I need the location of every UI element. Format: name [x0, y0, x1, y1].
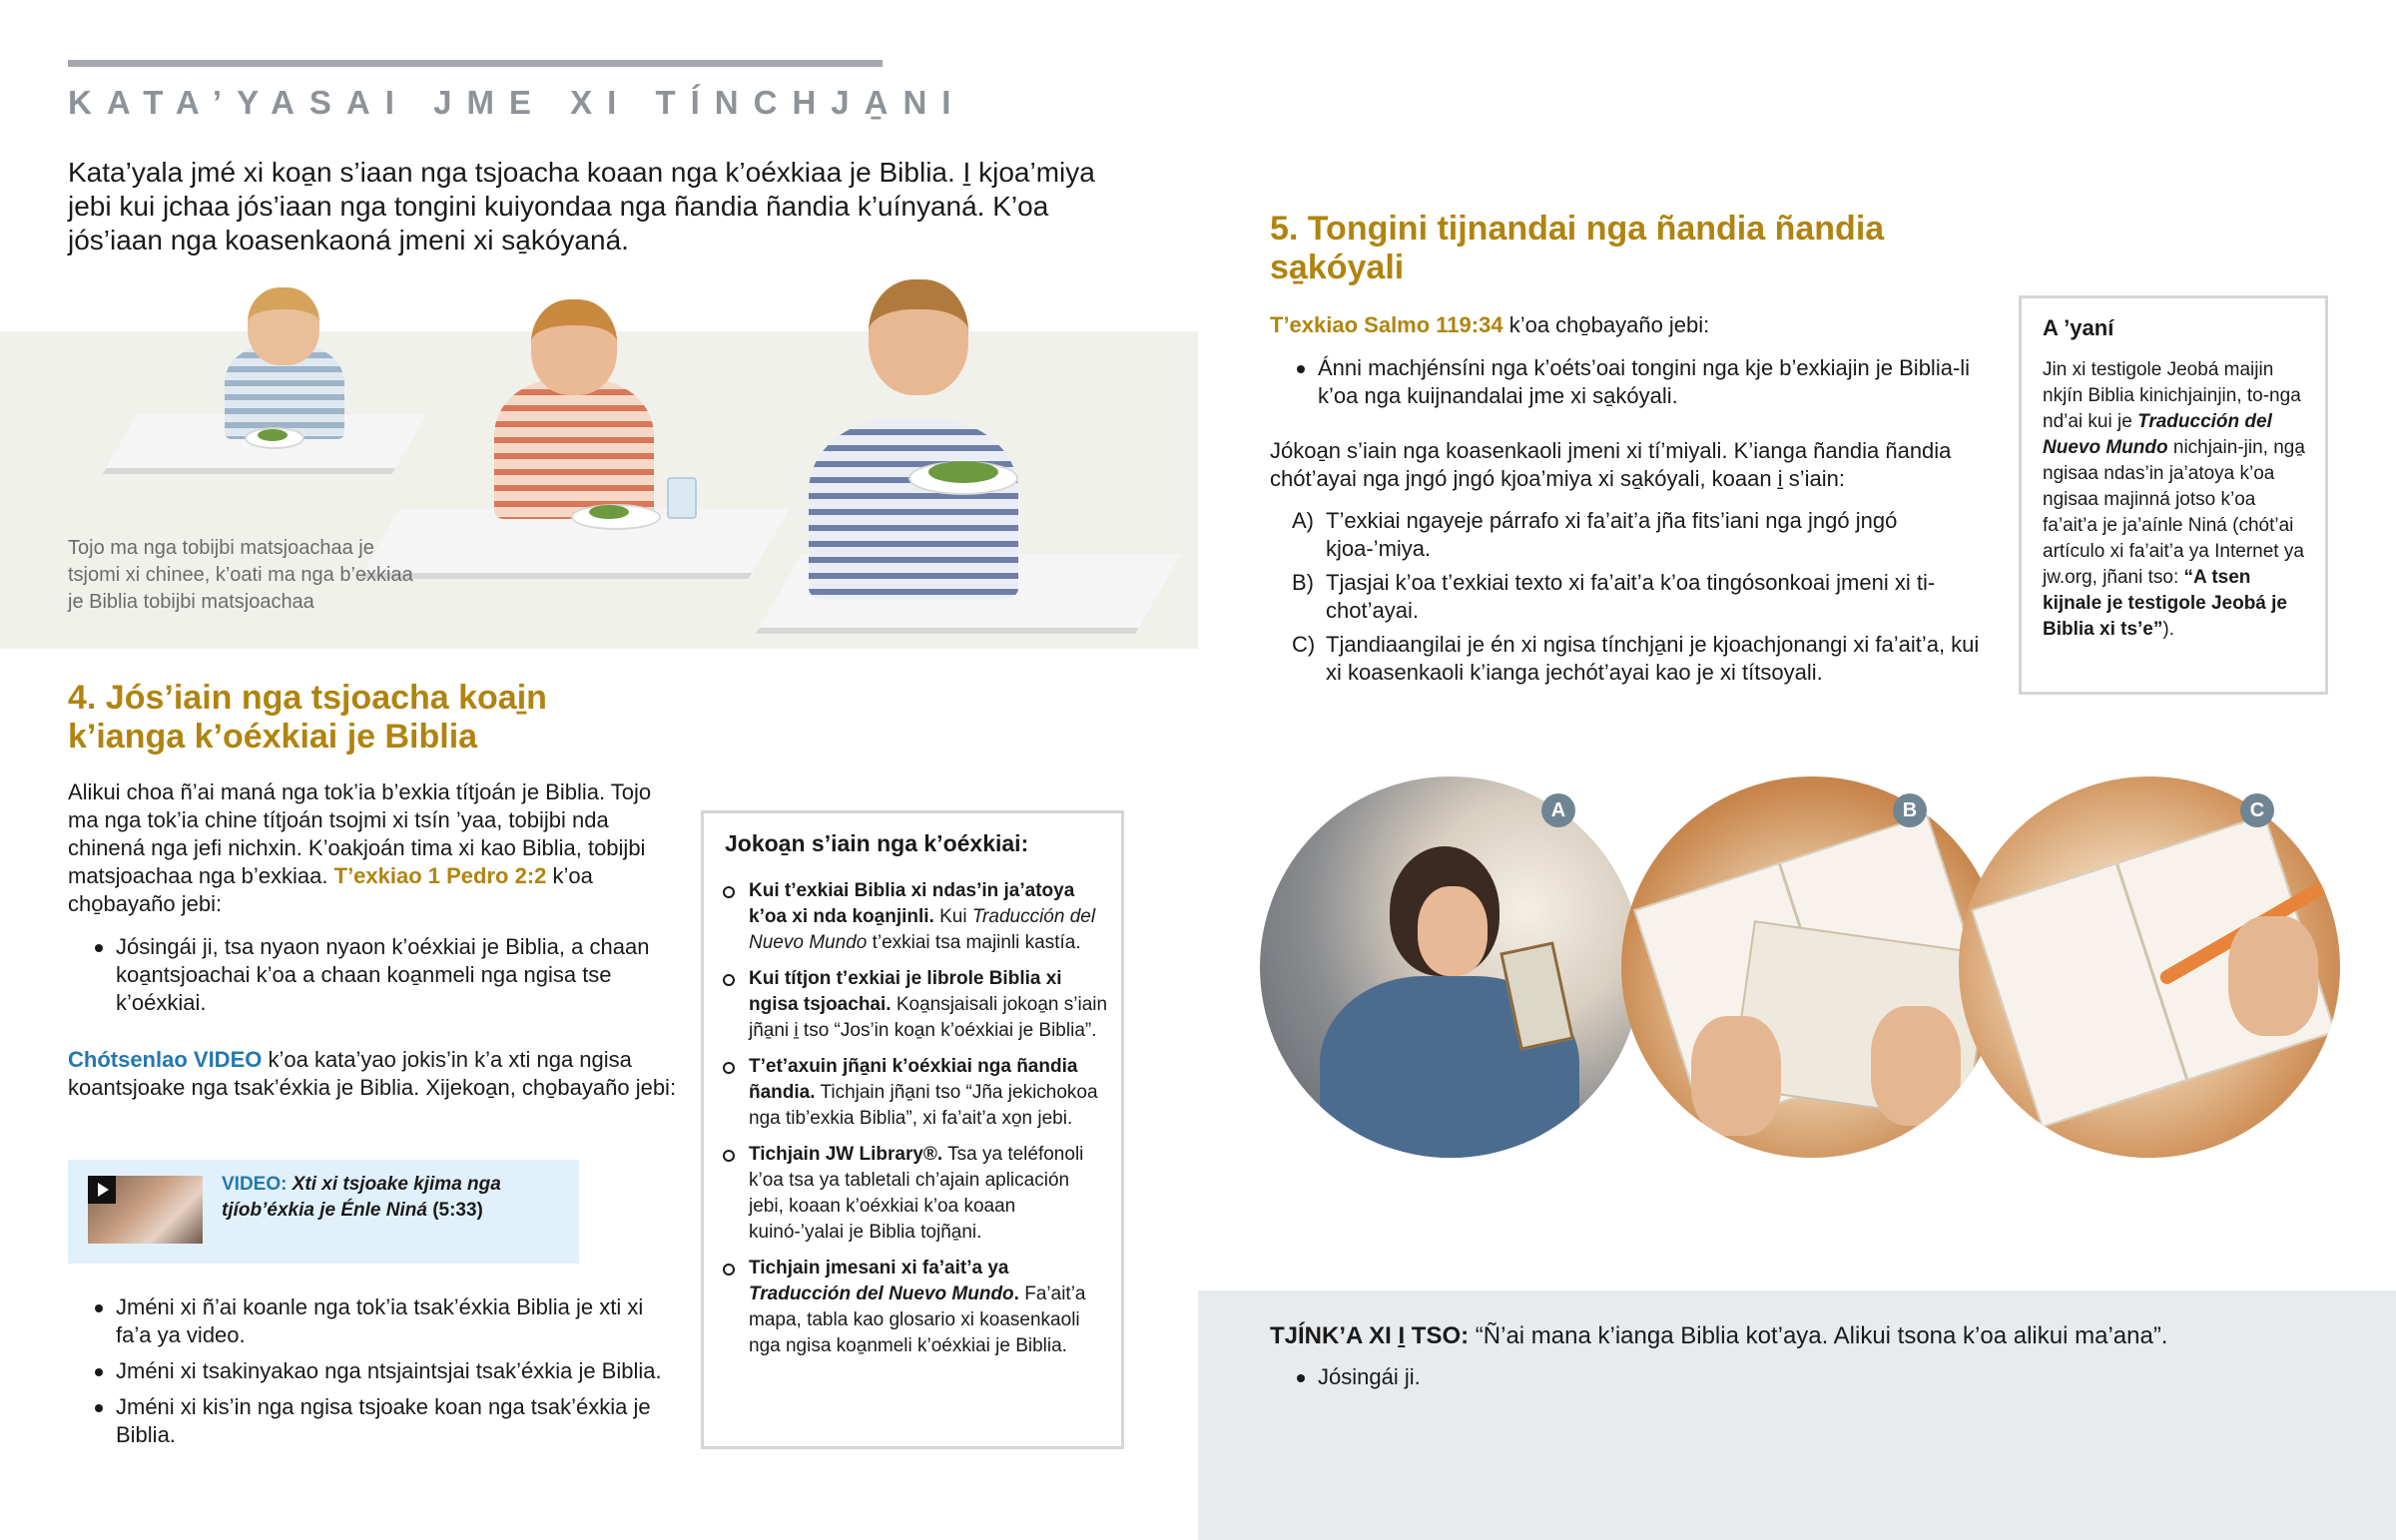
- circle-label-b: B: [1893, 793, 1927, 827]
- section-4-paragraph-1: [68, 778, 679, 918]
- list-item: Jméni xi tsakinyakao nga ntsjaintsjai tsak’éxkia je Biblia.: [68, 1357, 679, 1385]
- summary-statement: [1270, 1321, 2368, 1351]
- tip-item: [721, 878, 1108, 956]
- tips-title: Jokoa̱n s’iain nga k’oéxkiai:: [725, 830, 1029, 856]
- tip-bold-italic: Traducción del Nuevo Mundo: [749, 1283, 1014, 1304]
- tip-item: [721, 966, 1108, 1044]
- tip-bold: Tichjain JW Library®.: [749, 1144, 943, 1165]
- young-man-shirt: [809, 419, 1018, 599]
- list-item: Jósingái ji, tsa nyaon nyaon k’oéxkiai je Biblia, a chaan koa̱ntsjoachai k’oa a chaan koa̱nmeli nga ngisa tse k’oéxkiai.: [68, 933, 679, 1017]
- article-link[interactable]: “A tsen kijnale je testigole Jeobá je Biblia xi ts’e”: [2043, 567, 2287, 640]
- child-head: [248, 287, 319, 365]
- section-4-bullets-2: [68, 1293, 679, 1457]
- step-text: Tjandiaangilai je én xi ngisa tínchja̱ni je kjoachjonangi xi fa’ait’a, kui xi koasenkaoli k’ianga jechót’ayai kao je xi títsoyali.: [1326, 632, 1980, 685]
- steps-list: [1270, 507, 1989, 693]
- text: Tichjain jña̱ni tso “Jña jekichokoa nga tib’exkia Biblia”, xi fa’ait’a xo̱n jebi.: [749, 1082, 1098, 1129]
- section-4-heading: 4. Jós’iain nga tsjoacha koai̱n k’ianga k’oéxkiai je Biblia: [68, 679, 547, 756]
- section-4-paragraph-2: [68, 1046, 679, 1102]
- text: k’oa cho̱bayaño jebi:: [68, 863, 593, 916]
- video-link[interactable]: Chótsenlao VIDEO: [68, 1047, 263, 1072]
- text: Traducción del Nuevo Mundo: [2043, 411, 2272, 458]
- summary-label: TJÍNK’A XI I̱ TSO:: [1270, 1322, 1470, 1349]
- hand-icon: [1691, 1016, 1781, 1136]
- hand-icon: [1871, 1006, 1961, 1126]
- hand-icon: [2228, 916, 2318, 1036]
- scripture-link[interactable]: T’exkiao 1 Pedro 2:2: [333, 863, 547, 888]
- section-title: KATA’YASAI JME XI TÍNCHJA̱NI: [68, 84, 966, 121]
- vegetables: [258, 429, 288, 441]
- reference-title: A ’yaní: [2043, 315, 2114, 340]
- text: k’oa kata’yao jokis’in k’a xti nga ngisa koantsjoake nga tsak’éxkia je Biblia. Xijekoa̱n, cho̱bayaño jebi:: [68, 1047, 677, 1100]
- glass-icon: [667, 477, 697, 519]
- tip-bold-end: .: [1013, 1283, 1019, 1304]
- section-5-paragraph-1: [1270, 311, 1989, 339]
- tip-bold: T’et’axuin jña̱ni k’oéxkiai nga ñandia ñandia.: [749, 1056, 1078, 1103]
- video-title[interactable]: [222, 1172, 551, 1224]
- tip-item: [721, 1054, 1108, 1132]
- tip-bold: Kui t’exkiai Biblia xi ndas’in ja’atoya k’oa xi nda koa̱njinli.: [749, 880, 1075, 927]
- section-4-bullets-1: [68, 933, 679, 1025]
- step-letter: C): [1292, 632, 1316, 657]
- list-item: Jméni xi kis’in nga ngisa tsjoake koan nga tsak’éxkia je Biblia.: [68, 1393, 679, 1449]
- text: Kui: [933, 906, 972, 927]
- summary-bullets: [1270, 1363, 1969, 1399]
- step-letter: B): [1292, 570, 1314, 595]
- list-item: Jméni xi ñ’ai koanle nga tok’ia tsak’éxkia Biblia je xti xi fa’a ya video.: [68, 1293, 679, 1349]
- intro-paragraph: Kata’yala jmé xi koa̱n s’iaan nga tsjoacha koaan nga k’oéxkiaa je Biblia. I̱ kjoa’miya jebi kui jchaa jós’iaan nga tongini kuiyondaa nga ñandia ñandia k’uínyaná. K’oa jós’iaan nga koasenkaoná jmeni xi sa̱kóyaná.: [68, 157, 1095, 256]
- teen-head: [531, 299, 617, 395]
- video-name: Xti xi tsjoake kjima nga tjíob’éxkia je Énle Niná: [222, 1174, 501, 1221]
- text: Fa’ait’a mapa, tabla kao glosario xi koasenkaoli nga ngisa koa̱nmeli k’oéxkiai je Biblia.: [749, 1283, 1086, 1356]
- text: k’oa cho̱bayaño jebi:: [1502, 312, 1710, 337]
- young-man-head: [869, 279, 968, 395]
- tip-item: [721, 1256, 1108, 1359]
- vegetables: [589, 505, 629, 519]
- video-duration: (5:33): [432, 1200, 483, 1221]
- video-label: VIDEO:: [222, 1174, 288, 1195]
- text: nichjain-jin, nga̱ ngisaa ndas’in ja’atoya k’oa ngisaa majinná jotso k’oa fa’ait’a je ja’aínle Niná (chót’ai artículo xi fa’ait’a ya Internet ya jw.org, jñani tso:: [2043, 437, 2305, 588]
- text: Alikui choa ñ’ai maná nga tok’ia b’exkia títjoán je Biblia. Tojo ma nga tok’ia chine títjoán tsojmi xi tsín ’yaa, tobijbi nda chinená nga jefi nichxin. K’oakjoán tima xi kao Biblia, tobijbi matsjoachaa nga b’exkiaa.: [68, 779, 652, 888]
- tip-item: [721, 1142, 1108, 1246]
- illustration-c: [1959, 776, 2340, 1158]
- text: t’exkiai tsa majinli kastía.: [867, 932, 1081, 953]
- text: ).: [2162, 619, 2174, 640]
- list-item: Ánni machjénsíni nga k’oéts’oai tongini nga kje b’exkiajin je Biblia-li k’oa nga kuijnandalai jme xi sa̱kóyali.: [1270, 354, 1989, 410]
- step-letter: A): [1292, 508, 1314, 533]
- illustration-a: [1260, 776, 1641, 1158]
- vegetables: [928, 461, 998, 483]
- step-item: [1270, 569, 1989, 625]
- text: Tsa ya teléfonoli k’oa tsa ya tabletali ch’ajain aplicación jebi, koaan k’oéxkiai k’oa koaan kuinó-’yalai je Biblia tojña̱ni.: [749, 1144, 1084, 1243]
- teen-shirt: [494, 379, 654, 519]
- section-5-heading: 5. Tongini tijnandai nga ñandia ñandia sa̱kóyali: [1270, 210, 1885, 286]
- circle-label-c: C: [2240, 793, 2274, 827]
- text: Koa̱nsjaisali jokoa̱n s’iain jña̱ni i̱ tso “Jos’in koa̱n k’oéxkiai je Biblia”.: [749, 994, 1108, 1041]
- section-5-bullets: [1270, 354, 1989, 418]
- text: Jin xi testigole Jeobá maijin nkjín Biblia kinichjainjin, to-nga nd’ai kui je: [2043, 359, 2301, 432]
- circle-label-a: A: [1541, 793, 1575, 827]
- tip-bold: Kui títjon t’exkiai je librole Biblia xi ngisa tsjoachai.: [749, 968, 1062, 1015]
- list-item: Jósingái ji.: [1270, 1363, 1969, 1391]
- step-text: T’exkiai ngayeje párrafo xi fa’ait’a jña fits’iani nga jngó jngó kjoa-’miya.: [1326, 508, 1898, 561]
- tip-bold: Tichjain jmesani xi fa’ait’a ya: [749, 1258, 1009, 1279]
- step-item: [1270, 631, 1989, 687]
- woman-face: [1418, 886, 1488, 976]
- top-rule: [68, 60, 883, 67]
- summary-quote: “Ñ’ai mana k’ianga Biblia kot’aya. Alikui tsona k’oa alikui ma’ana”.: [1469, 1322, 2168, 1349]
- illustration-b: [1621, 776, 2003, 1158]
- scripture-link[interactable]: T’exkiao Salmo 119:34: [1270, 312, 1503, 337]
- section-5-paragraph-2: Jókoa̱n s’iain nga koasenkaoli jmeni xi tí’miyali. K’ianga ñandia ñandia chót’ayai nga jngó jngó kjoa’miya xi sa̱kóyali, koaan i̱ s’iain:: [1270, 438, 1952, 491]
- step-text: Tjasjai k’oa t’exkiai texto xi fa’ait’a k’oa tingósonkoai jmeni xi ti-chot’ayai.: [1326, 570, 1936, 623]
- step-item: [1270, 507, 1989, 563]
- reference-text: [2043, 357, 2310, 643]
- tips-list: [721, 878, 1108, 1369]
- text: Traducción del Nuevo Mundo: [749, 906, 1096, 953]
- illustration-caption: Tojo ma nga tobijbi matsjoachaa je tsjomi xi chinee, k’oati ma nga b’exkiaa je Biblia tobijbi matsjoachaa: [68, 537, 413, 613]
- play-icon[interactable]: [88, 1176, 116, 1204]
